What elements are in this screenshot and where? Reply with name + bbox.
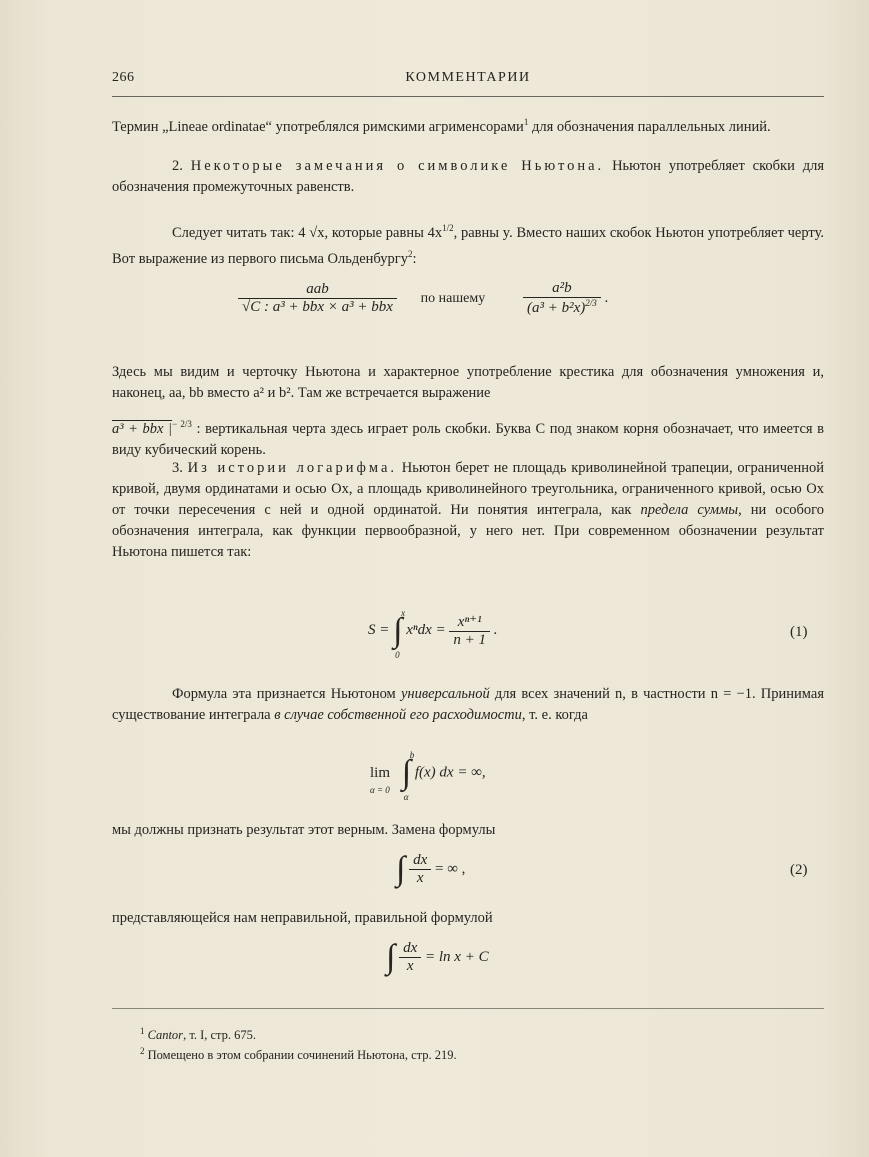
paragraph-replacement: мы должны признать результат этот верным. Замена формулы: [112, 822, 496, 838]
equation-label-2: (2): [790, 862, 808, 878]
paragraph-vertical-bar: a³ + bbx $|^{- 2/3}$ : вертикальная черта здесь играет роль скобки. Буква C под знаком корня обозначает, что имеется в виду кубический корень.: [112, 419, 825, 458]
formula-limit: lim α = 0 ∫ b α f(x) dx = ∞,: [370, 750, 486, 802]
paragraph-read-as: Следует читать так: 4 √x, которые равны $4x^{1/2}$, равны y. Вместо наших скобок Ньютон употребляет черту. Вот выражение из первого письма Ольденбургу$^2$:: [112, 223, 824, 267]
equation-label-1: (1): [790, 624, 808, 640]
page-number: 266: [112, 70, 135, 85]
paragraph-cross: Здесь мы видим и черточку Ньютона и характерное употребление крестика для обозначения умножения и, наконец, aa, bb вместо a² и b². Там же встречается выражение: [112, 364, 824, 401]
paragraph-symbolics: 2. Некоторые замечания о символике Ньютона. Ньютон употребляет скобки для обозначения промежуточных равенств.: [112, 158, 824, 195]
paragraph-lineae: Термин „Lineae ordinatae“ употреблялся римскими агрименсорами$^1$ для обозначения параллельных линий.: [112, 117, 771, 135]
paragraph-logarithm: 3. Из истории логарифма. Ньютон берет не площадь криволинейной трапеции, ограниченной кривой, двумя ординатами и осью Ox, а площадь криволинейного треугольника, ограниченного кривой, осью Ox от точки пересечения с ней и одной ординатой. Ни понятия интеграла, как предела суммы, ни особого обозначения интеграла, как функции первообразной, у него нет. При современном обозначении результат Ньютона пишется так:: [112, 460, 824, 560]
formula-2: ∫ $\frac{dx}{x}$ = ∞ ,: [396, 850, 466, 888]
running-header: [112, 70, 824, 92]
footnote-2: $^2$ Помещено в этом собрании сочинений Ньютона, стр. 219.: [140, 1046, 457, 1063]
header-rule: [112, 96, 824, 97]
section-heading: Из истории логарифма.: [187, 460, 398, 476]
formula-newton-notation: $\frac{\text{aab}}{\text{√C : a³ + bbx × a³ + bbx}}$ по нашему $\frac{\text{a²b}}{(a^3 + b^2x)^{2/3}}$ .: [238, 280, 608, 317]
formula-3: ∫ $\frac{dx}{x}$ = ln x + C: [386, 938, 489, 976]
paragraph-correct-formula: представляющейся нам неправильной, правильной формулой: [112, 910, 493, 926]
paragraph-universal: Формула эта признается Ньютоном универсальной для всех значений n, в частности n = −1. Принимая существование интеграла в случае собственной его расходимости, т. е. когда: [112, 686, 824, 723]
footnote-1: $^1$ Cantor, т. I, стр. 675.: [140, 1026, 257, 1043]
formula-1: S = ∫ x 0 xⁿdx = $\frac{\text{xⁿ⁺¹}}{n + 1}$ .: [368, 607, 498, 660]
section-heading: Некоторые замечания о символике Ньютона.: [190, 158, 605, 174]
footnote-rule: [112, 1008, 824, 1009]
running-title: КОММЕНТАРИИ: [405, 70, 531, 85]
